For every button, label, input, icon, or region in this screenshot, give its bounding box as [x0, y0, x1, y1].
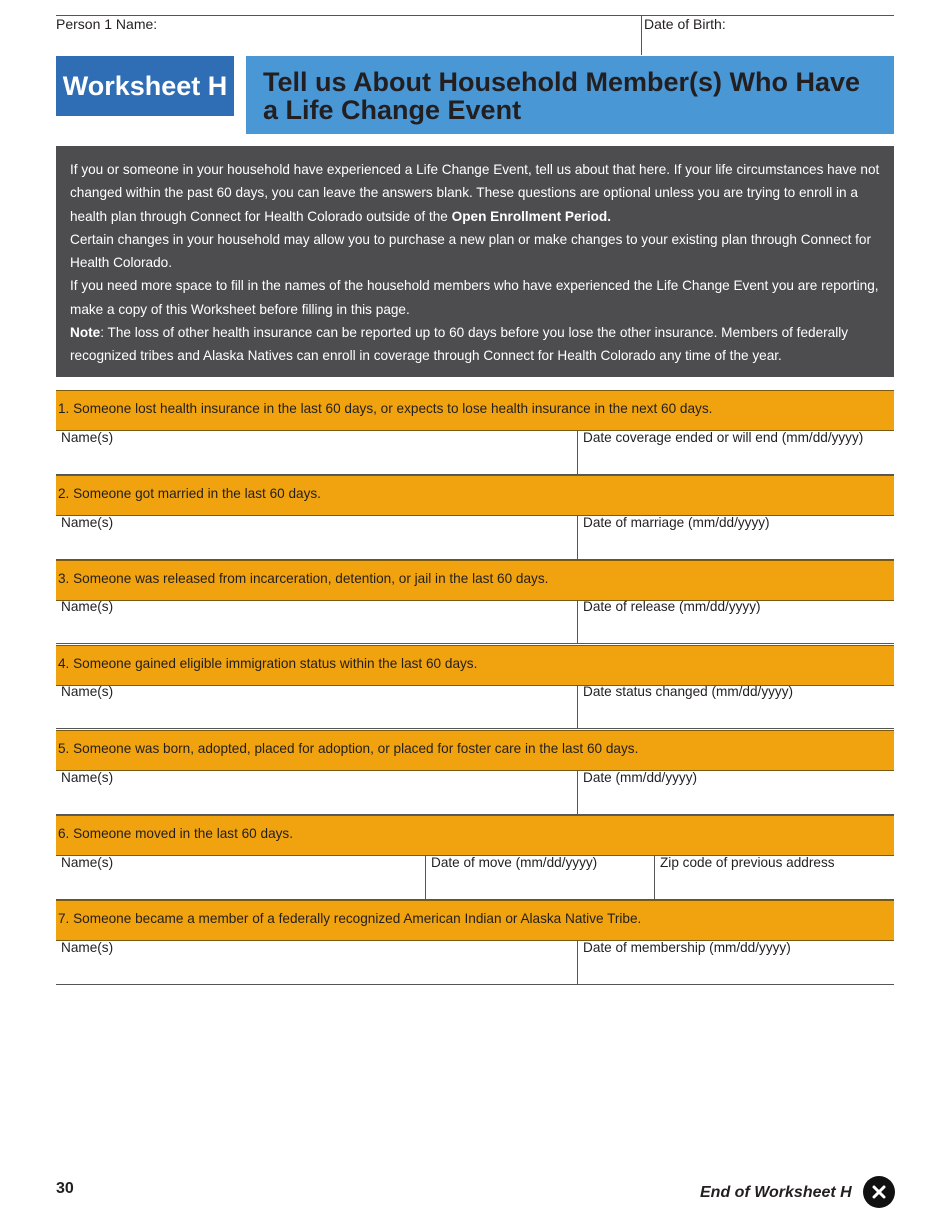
answer-row-2 [56, 516, 894, 560]
person-header [56, 15, 894, 56]
names-field[interactable]: Name(s) [61, 940, 114, 955]
date-of-marriage-field[interactable]: Date of marriage (mm/dd/yyyy) [577, 516, 894, 559]
instructions-box [56, 146, 894, 377]
open-enrollment-term: Open Enrollment Period. [451, 208, 612, 224]
page-title-line2: a Life Change Event [263, 95, 522, 125]
instructions-paragraph-2: Certain changes in your household may allow you to purchase a new plan or make changes to your existing plan through Connect for Health Colorado. [70, 231, 871, 271]
note-label: Note [70, 325, 101, 341]
date-coverage-ended-field[interactable]: Date coverage ended or will end (mm/dd/yyyy) [577, 431, 894, 474]
names-field[interactable]: Name(s) [61, 430, 114, 445]
names-field[interactable]: Name(s) [61, 770, 114, 785]
date-of-move-field[interactable]: Date of move (mm/dd/yyyy) [425, 856, 654, 899]
date-field[interactable]: Date (mm/dd/yyyy) [577, 771, 894, 814]
question-5: 5. Someone was born, adopted, placed for adoption, or placed for foster care in the last 60 days. [56, 730, 894, 771]
answer-row-4 [56, 685, 894, 729]
question-3: 3. Someone was released from incarceration, detention, or jail in the last 60 days. [56, 560, 894, 601]
page-number: 30 [56, 1180, 74, 1197]
answer-row-1 [56, 431, 894, 475]
names-field[interactable]: Name(s) [61, 684, 114, 699]
close-icon [863, 1176, 895, 1208]
answer-row-7 [56, 941, 894, 985]
page-title-line1: Tell us About Household Member(s) Who Have [263, 67, 861, 97]
question-1: 1. Someone lost health insurance in the last 60 days, or expects to lose health insurance in the next 60 days. [56, 390, 894, 431]
instructions-paragraph-3: If you need more space to fill in the names of the household members who have experienced the Life Change Event you are reporting, make a copy of this Worksheet before filling in this page. [70, 278, 879, 317]
names-field[interactable]: Name(s) [61, 515, 114, 530]
date-of-membership-field[interactable]: Date of membership (mm/dd/yyyy) [577, 941, 894, 984]
date-of-birth-label[interactable]: Date of Birth: [641, 16, 726, 55]
answer-row-5 [56, 771, 894, 815]
date-of-release-field[interactable]: Date of release (mm/dd/yyyy) [577, 600, 894, 643]
question-2: 2. Someone got married in the last 60 days. [56, 475, 894, 516]
names-field[interactable]: Name(s) [61, 599, 114, 614]
question-6: 6. Someone moved in the last 60 days. [56, 815, 894, 856]
answer-row-3 [56, 600, 894, 644]
previous-zip-code-field[interactable]: Zip code of previous address [654, 856, 894, 899]
question-4: 4. Someone gained eligible immigration status within the last 60 days. [56, 645, 894, 686]
person-name-label[interactable]: Person 1 Name: [56, 16, 158, 32]
end-of-worksheet-label: End of Worksheet H [700, 1184, 852, 1201]
question-7: 7. Someone became a member of a federally recognized American Indian or Alaska Native Tribe. [56, 900, 894, 941]
instructions-note: Note: The loss of other health insurance can be reported up to 60 days before you lose the other insurance. Members of federally recognized tribes and Alaska Natives can enroll in coverage through Connect for Health Colorado any time of the year. [70, 325, 849, 364]
date-status-changed-field[interactable]: Date status changed (mm/dd/yyyy) [577, 685, 894, 728]
page-title [246, 56, 894, 134]
close-icon-glyph [871, 1184, 887, 1200]
names-field[interactable]: Name(s) [61, 855, 114, 870]
answer-row-6 [56, 856, 894, 900]
instructions-paragraph-1: If you or someone in your household have experienced a Life Change Event, tell us about that here. If your life circumstances have not changed within the past 60 days, you can leave the answers blank. These questions are optional unless you are trying to enroll in a health plan through Connect for Health Colorado outside of the Open Enrollment Period. [70, 162, 880, 224]
worksheet-tag: Worksheet H [56, 56, 234, 116]
